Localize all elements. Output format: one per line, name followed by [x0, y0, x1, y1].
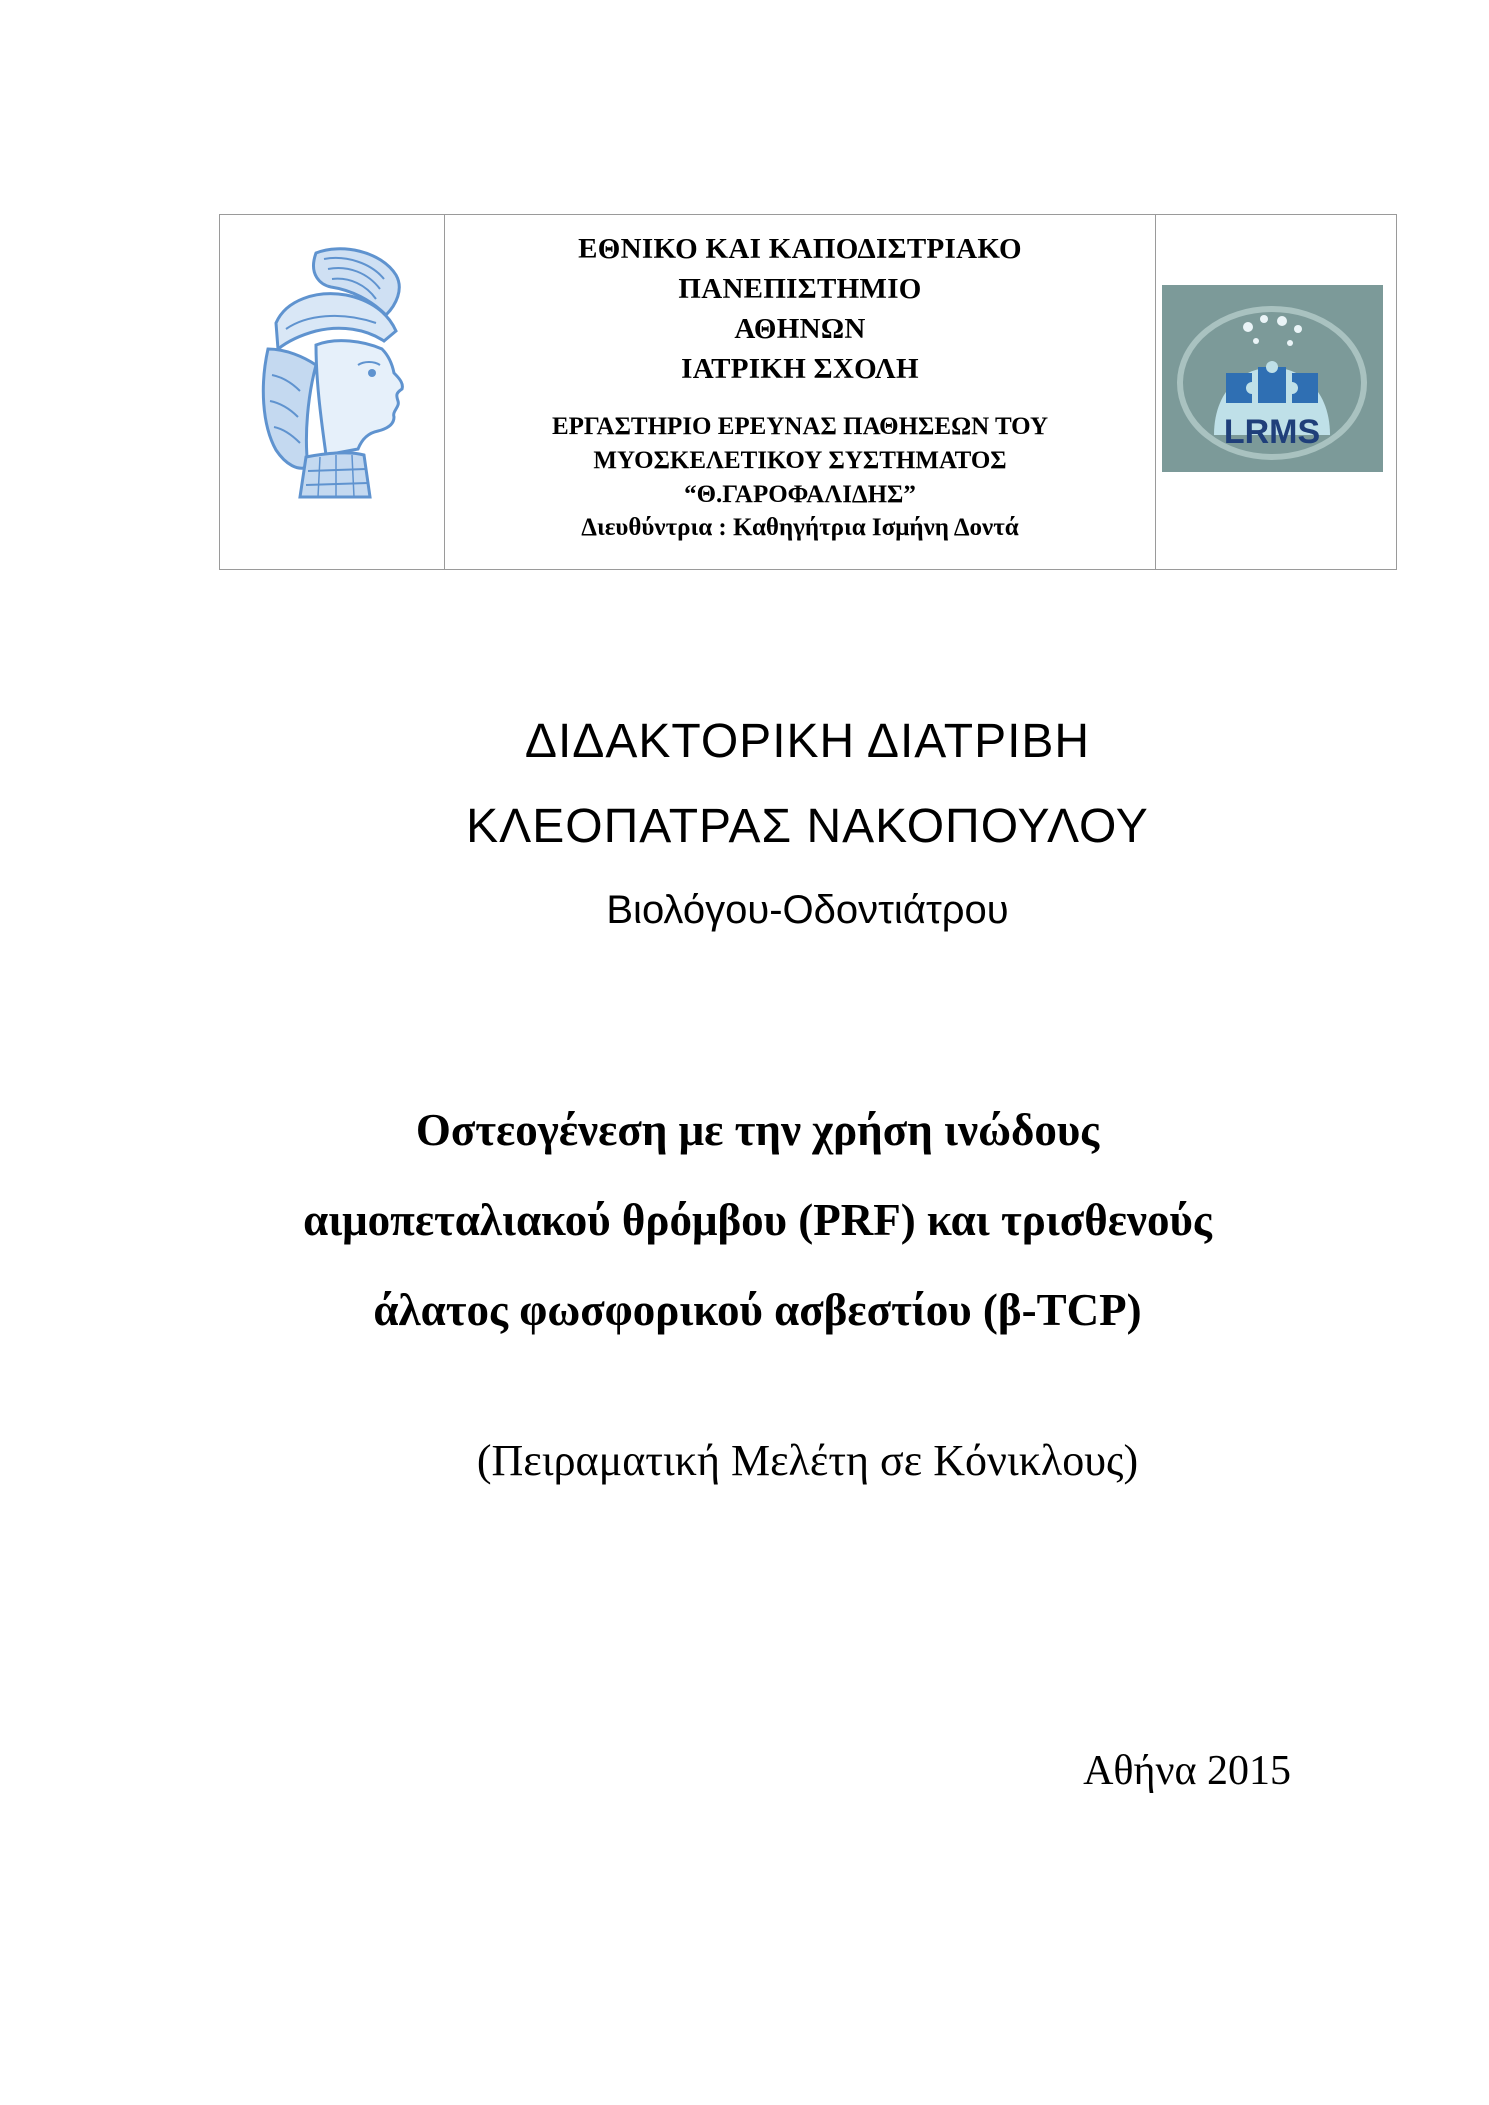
lab-line-2: ΜΥΟΣΚΕΛΕΤΙΚΟΥ ΣΥΣΤΗΜΑΤΟΣ: [593, 447, 1007, 474]
university-line-1: ΕΘΝΙΚΟ ΚΑΙ ΚΑΠΟΔΙΣΤΡΙΑΚΟ: [578, 233, 1022, 265]
header-middle-cell: [445, 215, 1156, 570]
director-line: Διευθύντρια : Καθηγήτρια Ισμήνη Δοντά: [581, 514, 1019, 541]
header-table: [219, 214, 1397, 570]
university-line-2: ΠΑΝΕΠΙΣΤΗΜΙΟ: [678, 273, 922, 305]
thesis-subtitle: (Πειραματική Μελέτη σε Κόνικλους): [476, 1436, 1139, 1485]
lab-line-3: “Θ.ΓΑΡΟΦΑΛΙΔΗΣ”: [684, 481, 916, 508]
header-right-cell: [1156, 215, 1397, 570]
athena-crest-icon: [246, 245, 418, 500]
university-line-3: ΑΘΗΝΩΝ: [734, 313, 866, 345]
author-name: ΚΛΕΟΠΑΤΡΑΣ ΝΑΚΟΠΟΥΛΟΥ: [466, 800, 1149, 853]
header-left-cell: [220, 215, 445, 570]
thesis-title-line-3: άλατος φωσφορικού ασβεστίου (β-TCP): [373, 1285, 1142, 1335]
thesis-type: ΔΙΔΑΚΤΟΡΙΚΗ ΔΙΑΤΡΙΒΗ: [524, 715, 1091, 768]
thesis-title-line-2: αιμοπεταλιακού θρόμβου (PRF) και τρισθενούς: [303, 1195, 1212, 1245]
lab-block: [445, 410, 1155, 544]
thesis-title: [170, 1085, 1345, 1355]
place-date: Αθήνα 2015: [1083, 1748, 1291, 1794]
lab-line-1: ΕΡΓΑΣΤΗΡΙΟ ΕΡΕΥΝΑΣ ΠΑΘΗΣΕΩΝ ΤΟΥ: [551, 413, 1049, 440]
author-role: Βιολόγου-Οδοντιάτρου: [606, 888, 1009, 932]
school-name: ΙΑΤΡΙΚΗ ΣΧΟΛΗ: [681, 353, 919, 385]
lrms-logo-text: LRMS: [1223, 413, 1321, 451]
thesis-title-line-1: Οστεογένεση με την χρήση ινώδους: [415, 1105, 1100, 1155]
lrms-logo-icon: [1162, 285, 1383, 472]
